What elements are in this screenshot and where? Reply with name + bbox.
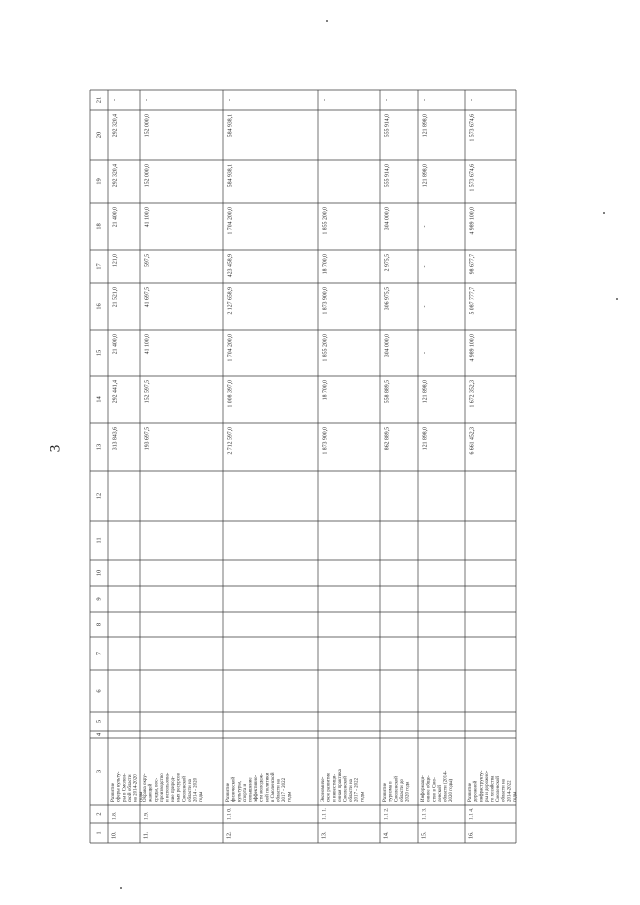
row-name-line: 2014 - 2020 [193,777,199,802]
row-name-line: го хозяйства [490,775,496,802]
row-value: 4 989 100,0 [469,207,476,235]
row-name-line: жающей [148,783,154,802]
row-code: 1.1 0. [226,807,233,820]
row-code: 1.1 3. [421,807,428,820]
row-value: 304 000,0 [384,207,391,231]
row-value: 41 100,0 [144,334,151,355]
row-number: 12. [226,831,233,839]
column-number-12: 12 [95,492,103,500]
row-name-line: годы [360,791,366,802]
row-value: 152 000,0 [144,114,151,138]
row-name-line: области на [349,779,355,802]
row-value: 121 898,0 [422,164,429,188]
row-name-line: области до [399,778,405,802]
page-number: 3 [47,444,64,453]
row-value: 1 704 200,0 [227,334,234,362]
row-name-line: Информаци- [421,775,427,802]
row-value: 862 889,5 [384,427,391,451]
row-value: 1 873 900,0 [322,427,329,455]
row-value: 1 704 200,0 [227,207,234,235]
row-name-line: спорта и [242,783,248,802]
scan-speck [326,20,328,22]
column-number-9: 9 [95,597,103,601]
row-value: - [144,99,151,101]
row-code: 1.8. [111,811,118,820]
row-name-line: ры в Смолен- [122,773,128,802]
column-number-7: 7 [95,651,103,656]
row-value: 423 458,9 [227,254,234,278]
row-name-line: производство [159,773,165,802]
row-value: 152 000,0 [144,164,151,188]
column-number-13: 13 [95,443,103,451]
row-name-line: и инвестици- [332,773,338,802]
row-number: 15. [421,831,428,839]
row-value: 313 843,6 [112,427,119,451]
row-value: 292 320,4 [112,164,119,188]
column-number-4: 4 [95,732,103,737]
row-value: 2 127 658,9 [227,287,234,315]
row-value: - [112,99,119,101]
row-name-line: эффективно- [254,774,260,802]
row-code: 1.1 4. [468,807,475,820]
row-value: 1 672 352,3 [469,380,476,408]
row-value: 1 855 200,0 [322,334,329,362]
row-value: - [422,99,429,101]
row-name-line: и использова- [165,772,171,802]
row-value: 555 914,0 [384,164,391,188]
row-name-line: дорожной [473,780,479,802]
row-name-line: туризма в [388,781,394,802]
row-name-line: 2020 года [405,781,411,802]
row-name-line: годы [287,791,293,802]
row-name-line: Смоленской [343,776,349,802]
row-name-line: повышение [248,777,254,802]
column-number-20: 20 [95,131,103,139]
column-number-15: 15 [95,349,103,357]
row-value: - [422,305,429,308]
row-value: 21 521,0 [112,287,119,308]
row-value: 193 697,5 [144,427,151,451]
column-number-18: 18 [95,223,103,230]
row-name-line: области на [187,779,193,802]
row-name-line: физической [231,777,237,802]
row-name-line: 2020 годы) [449,778,455,802]
row-name-line: Охрана окру- [143,773,149,802]
row-name-line: ское развитие [326,772,332,802]
row-value: 5 087 777,7 [469,287,476,315]
row-number: 14. [383,831,390,839]
column-number-19: 19 [95,178,103,185]
row-value: 121 898,0 [422,427,429,451]
row-value: 121 898,0 [422,114,429,138]
row-value: 584 938,1 [227,164,234,188]
row-name-line: годы [199,791,205,802]
row-value: 41 697,5 [144,287,151,308]
row-value: 1 573 674,6 [469,164,476,192]
row-name-line: области (2014- [443,770,449,802]
row-code: 1.1 2. [383,807,390,820]
row-code: 1.9. [143,811,150,820]
row-name-line: Смоленской [182,776,188,802]
column-number-1: 1 [95,831,103,835]
row-value: 41 100,0 [144,207,151,228]
row-name-line: ры и дорожно- [484,770,490,802]
row-name-line: Экономиче- [321,776,327,802]
row-name-line: культуры, [237,781,243,802]
row-name-line: ных ресурсов [176,773,182,802]
row-value: - [422,225,429,228]
row-name-line: Развитие [468,782,474,802]
row-name-line: области на [501,779,507,802]
column-number-3: 3 [95,769,103,774]
row-name-line: ние природ- [171,776,177,802]
row-value: 21 400,0 [112,207,119,228]
row-name-line: годы [512,791,518,802]
row-name-line: на 2014-2020 [133,774,139,802]
row-value: - [384,99,391,101]
row-value: 555 914,0 [384,114,391,138]
row-name-line: сферы культу- [116,771,122,802]
row-number: 16. [468,831,475,839]
column-number-8: 8 [95,622,103,627]
row-name-line: области на [276,779,282,802]
row-value: 1 573 674,6 [469,114,476,142]
row-name-line: годы [139,791,145,802]
row-number: 10. [111,831,118,839]
row-value: 1 873 900,0 [322,287,329,315]
column-number-21: 21 [95,96,103,104]
row-value: 292 441,4 [112,380,119,404]
row-value: - [322,99,329,101]
scan-speck [616,298,618,300]
row-value: - [422,352,429,354]
scan-speck [120,887,122,889]
row-value: 2 712 597,0 [227,427,234,455]
row-value: 597,5 [144,254,151,268]
row-value: 121 898,0 [422,380,429,404]
row-name-line: 2017 - 2022 [282,777,288,802]
row-value: 152 597,5 [144,380,151,404]
row-value: 292 320,4 [112,114,119,138]
row-value: 304 000,0 [384,334,391,358]
row-code: 1.1 1. [321,807,328,820]
row-value: - [469,99,476,101]
row-name-line: сти молодеж- [259,773,265,802]
column-number-17: 17 [95,263,103,270]
row-value: 584 938,1 [227,114,234,138]
column-number-14: 14 [95,396,103,403]
row-number: 13. [321,831,328,839]
column-number-16: 16 [95,303,103,310]
column-number-11: 11 [95,537,103,544]
row-value: 121,0 [112,254,119,268]
column-number-10: 10 [95,569,103,577]
row-value: 21 400,0 [112,334,119,355]
row-value: - [422,265,429,268]
row-name-line: онное обще- [426,775,432,802]
scan-speck [603,212,605,214]
row-name-line: среды, вос- [154,777,160,802]
row-name-line: в Смоленской [270,772,276,802]
row-value: 4 989 100,0 [469,334,476,362]
row-value: - [227,99,234,101]
row-name-line: Смоленской [394,776,400,802]
row-name-line: Развитие [383,782,389,802]
row-value: 98 677,7 [469,254,476,275]
row-name-line: Смоленской [496,776,502,802]
row-name-line: ство в Смо- [432,777,438,802]
row-value: 18 700,0 [322,254,329,275]
row-name-line: Развитие [111,782,117,802]
row-value: 306 975,5 [384,287,391,311]
row-value: 18 700,0 [322,380,329,401]
row-name-line: ной политики [265,772,271,802]
row-name-line: инфраструкту- [479,770,485,802]
row-name-line: Развитие [226,782,232,802]
column-number-5: 5 [95,719,103,724]
row-value: 6 661 452,3 [469,427,476,455]
row-value: 1 008 397,0 [227,380,234,408]
row-name-line: 2014-2022 [507,780,513,802]
row-number: 11. [143,831,150,839]
row-name-line: онная практика [337,769,343,802]
row-name-line: ской области [127,774,133,802]
row-name-line: 2017 - 2022 [354,777,360,802]
row-name-line: ленской [437,785,443,802]
row-value: 1 855 200,0 [322,207,329,235]
row-value: 558 889,5 [384,380,391,404]
column-number-6: 6 [95,689,103,693]
column-number-2: 2 [95,812,103,816]
row-value: 2 975,5 [384,254,391,272]
